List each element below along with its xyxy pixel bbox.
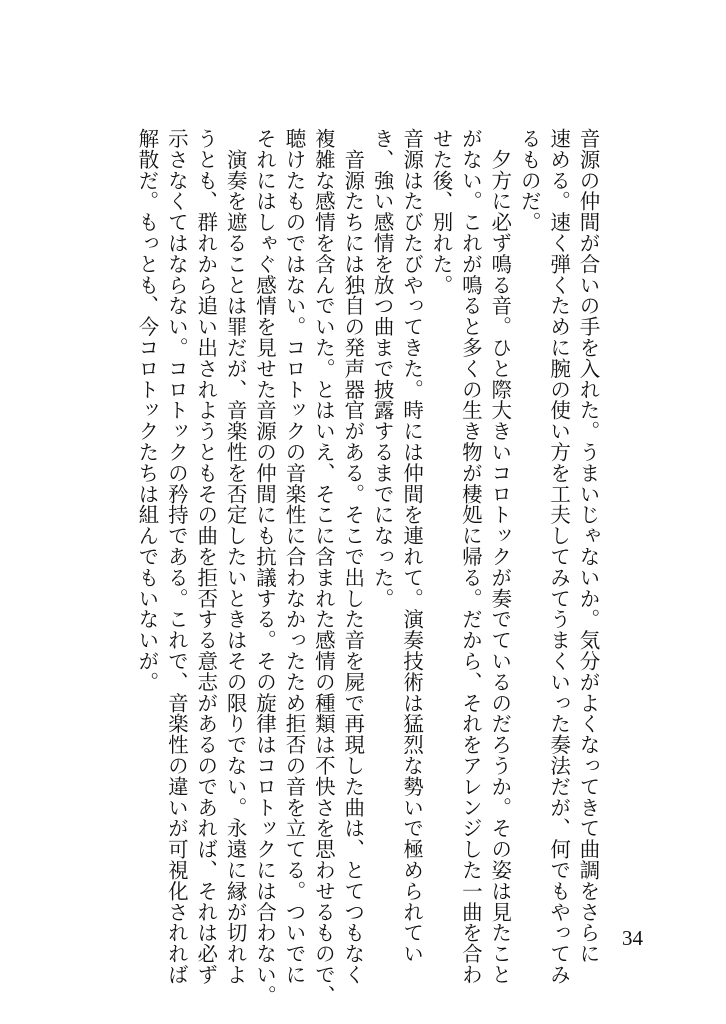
text-line: るものだ。	[517, 128, 542, 233]
text-line: 示さなくてはならない。コロトックの矜持である。これで、音楽性の違いが可視化されれば	[164, 128, 189, 985]
text-line: うとも、群れから追い出されようともその曲を拒否する意志があるのであれば、それは必ず	[193, 128, 218, 985]
text-line: 解散だ。もっとも、今コロトックたちは組んでもいないが。	[134, 128, 159, 693]
text-line: 音源はたびたびやってきた。時には仲間を連れて。演奏技術は猛烈な勢いで極められてい	[399, 128, 424, 964]
text-line: それにはしゃぐ感情を見せた音源の仲間にも抗議する。その旋律はコロトックには合わない。	[252, 128, 277, 1006]
text-line: 複雑な感情を含んでいた。とはいえ、そこに含まれた感情の種類は不快さを思わせるもので、	[311, 128, 336, 1006]
text-line: 音源たちには独自の発声器官がある。そこで出した音を屍で再現した曲は、とてつもなく	[340, 128, 365, 985]
text-line: 聴けたものではない。コロトックの音楽性に合わなかったため拒否の音を立てる。ついでに	[281, 128, 306, 985]
text-line: 音源の仲間が合いの手を入れた。うまいじゃないか。気分がよくなってきて曲調をさらに	[576, 128, 600, 964]
text-line: 演奏を遮ることは罪だが、音楽性を否定したいときはその限りでない。永遠に縁が切れよ	[223, 128, 248, 985]
text-line: き、強い感情を放つ曲まで披露するまでになった。	[370, 128, 395, 609]
text-line: がない。これが鳴ると多くの生き物が棲処に帰る。だから、それをアレンジした一曲を合わ	[458, 128, 483, 985]
vertical-text-body	[132, 128, 602, 1006]
text-line: 速める。速く弾くために腕の使い方を工夫してみてうまくいった奏法だが、何でもやってみ	[546, 128, 571, 985]
text-line: 夕方に必ず鳴る音。ひと際大きいコロトックが奏でているのだろうか。その姿は見たこと	[487, 128, 512, 985]
text-line: せた後、別れた。	[428, 128, 453, 296]
page-number: 34	[622, 926, 643, 950]
